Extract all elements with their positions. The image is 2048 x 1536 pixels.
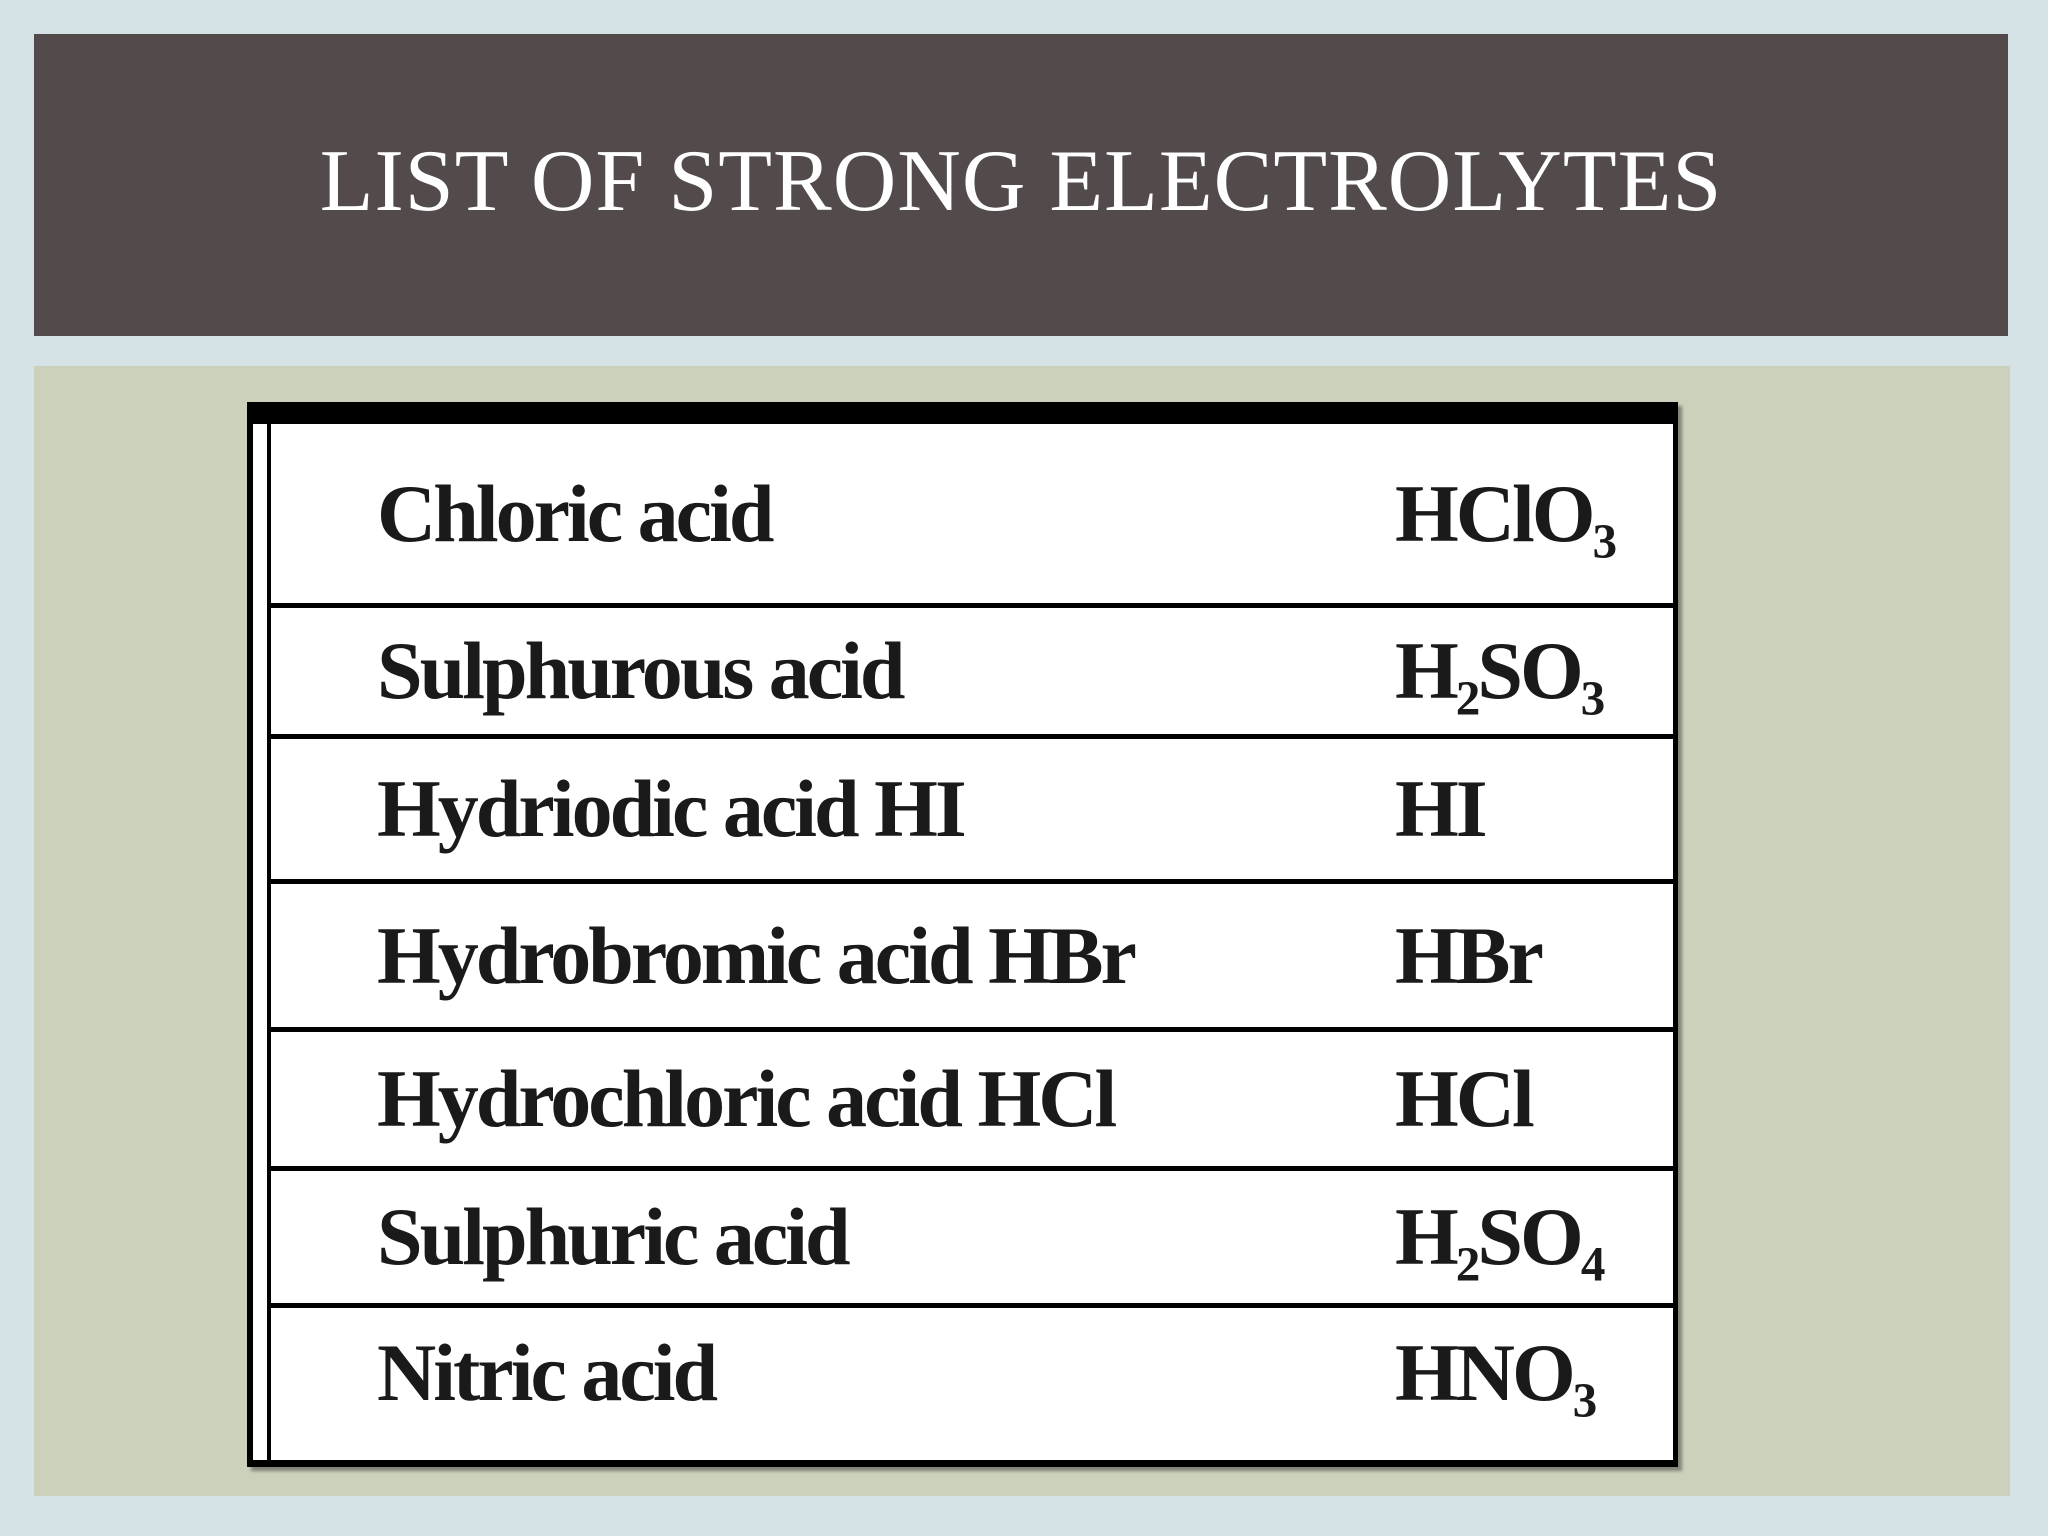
table-row — [271, 1032, 1673, 1171]
title-bar — [34, 34, 2008, 336]
acid-formula-cell: H₂SO₄ — [1395, 1191, 1603, 1282]
table-row — [271, 1171, 1673, 1308]
acid-name-cell: Hydrobromic acid HBr — [377, 909, 1134, 1001]
acid-name-cell: Hydriodic acid HI — [377, 763, 964, 854]
slide-title: LIST OF STRONG ELECTROLYTES — [319, 132, 1723, 230]
acid-name-cell: Hydrochloric acid HCl — [377, 1053, 1115, 1144]
acid-formula-cell: HI — [1395, 763, 1485, 854]
content-panel — [34, 366, 2010, 1496]
table-row — [271, 1308, 1673, 1438]
table-row — [271, 884, 1673, 1032]
acid-formula-cell: HBr — [1395, 909, 1541, 1001]
table-row — [271, 739, 1673, 884]
acid-name-cell: Nitric acid — [377, 1327, 716, 1418]
acid-formula-cell: H₂SO₃ — [1395, 625, 1603, 716]
acid-name-cell: Sulphurous acid — [377, 625, 903, 716]
table-row — [271, 424, 1673, 608]
acid-name-cell: Sulphuric acid — [377, 1191, 848, 1282]
table-row — [271, 608, 1673, 739]
acid-formula-cell: HClO₃ — [1395, 467, 1615, 559]
electrolytes-table — [247, 402, 1678, 1467]
acid-formula-cell: HNO₃ — [1395, 1327, 1595, 1418]
acid-formula-cell: HCl — [1395, 1053, 1532, 1144]
acid-name-cell: Chloric acid — [377, 467, 772, 559]
table-rows — [271, 424, 1673, 1460]
